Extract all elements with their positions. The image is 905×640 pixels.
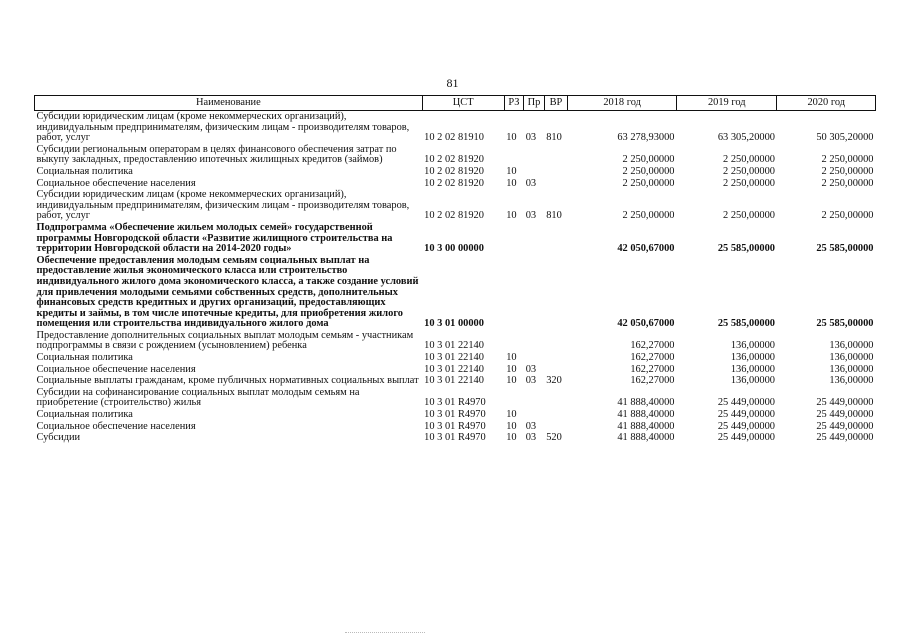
row-rz: 10 (506, 165, 517, 177)
table-row (35, 432, 876, 444)
footer-mark (345, 632, 425, 634)
row-value-2019: 25 585,00000 (717, 243, 775, 255)
row-value-2019: 136,00000 (730, 375, 775, 387)
row-code: 10 3 01 R4970 (424, 420, 486, 432)
row-vr (544, 421, 568, 433)
row-value-2018: 41 888,40000 (617, 432, 675, 444)
row-pr (524, 144, 545, 166)
row-value-2018: 162,27000 (630, 375, 675, 387)
row-value-2018: 42 050,67000 (617, 318, 675, 330)
row-rz: 10 (506, 132, 517, 144)
table-row (35, 222, 876, 255)
row-rz (504, 255, 523, 330)
row-value-2020: 136,00000 (829, 352, 874, 364)
row-name: Предоставление дополнительных социальных выплат молодым семьям - участникам подпрограммы в связи с рождением (усыновлением) ребенка (36, 329, 414, 352)
table-row (35, 409, 876, 421)
row-name: Социальное обеспечение населения (36, 363, 196, 375)
row-rz (504, 144, 523, 166)
row-value-2020: 50 305,20000 (816, 132, 874, 144)
row-value-2020: 2 250,00000 (821, 177, 874, 189)
table-row (35, 421, 876, 433)
row-rz: 10 (506, 420, 517, 432)
header-2018: 2018 год (568, 96, 677, 111)
header-pr: Пр (524, 96, 545, 111)
row-rz: 10 (506, 210, 517, 222)
row-vr: 810 (546, 132, 562, 144)
row-vr (544, 166, 568, 178)
row-value-2020: 136,00000 (829, 375, 874, 387)
table-row (35, 352, 876, 364)
row-name: Субсидии юридическим лицам (кроме некоммерческих организаций), индивидуальным предпринимателям, физическим лицам - производителям товаров, работ, услуг (36, 111, 410, 144)
row-code: 10 3 01 00000 (424, 318, 484, 330)
row-value-2020: 136,00000 (829, 340, 874, 352)
row-value-2019: 2 250,00000 (723, 165, 775, 177)
table-row (35, 166, 876, 178)
table-row (35, 387, 876, 409)
row-value-2019: 136,00000 (730, 363, 775, 375)
row-value-2020: 25 449,00000 (816, 397, 874, 409)
row-pr: 03 (525, 432, 537, 444)
row-vr: 520 (546, 432, 562, 444)
table-row (35, 189, 876, 222)
row-name: Социальная политика (36, 352, 133, 364)
row-rz: 10 (506, 409, 517, 421)
row-value-2018: 41 888,40000 (617, 409, 675, 421)
row-value-2018: 41 888,40000 (617, 420, 675, 432)
row-pr: 03 (525, 363, 537, 375)
row-pr (524, 409, 545, 421)
row-rz: 10 (506, 177, 517, 189)
row-code: 10 3 01 R4970 (424, 397, 486, 409)
row-vr (544, 178, 568, 190)
row-value-2019: 136,00000 (730, 352, 775, 364)
header-2020: 2020 год (777, 96, 876, 111)
header-vr: ВР (544, 96, 568, 111)
row-pr (524, 387, 545, 409)
row-pr: 03 (525, 210, 537, 222)
row-value-2019: 25 449,00000 (717, 397, 775, 409)
row-value-2018: 42 050,67000 (617, 243, 675, 255)
row-value-2019: 2 250,00000 (723, 154, 775, 166)
row-pr (524, 255, 545, 330)
row-code: 10 2 02 81920 (424, 154, 484, 166)
table-row (35, 330, 876, 352)
row-value-2020: 25 449,00000 (816, 432, 874, 444)
row-name: Социальная политика (36, 409, 133, 421)
row-value-2019: 2 250,00000 (723, 210, 775, 222)
row-name: Социальное обеспечение населения (36, 420, 196, 432)
row-code: 10 2 02 81910 (424, 132, 484, 144)
row-value-2020: 2 250,00000 (821, 154, 874, 166)
row-pr: 03 (525, 132, 537, 144)
row-vr: 320 (546, 375, 562, 387)
row-value-2020: 25 585,00000 (816, 243, 874, 255)
row-rz: 10 (506, 363, 517, 375)
table-body (35, 111, 876, 444)
row-name: Социальные выплаты гражданам, кроме публичных нормативных социальных выплат (36, 375, 419, 387)
row-value-2020: 25 449,00000 (816, 409, 874, 421)
row-name: Социальное обеспечение населения (36, 177, 196, 189)
row-value-2018: 2 250,00000 (622, 210, 675, 222)
row-value-2019: 25 585,00000 (717, 318, 775, 330)
row-value-2019: 63 305,20000 (717, 132, 775, 144)
row-code: 10 3 01 R4970 (424, 432, 486, 444)
row-rz (504, 222, 523, 255)
table-row (35, 255, 876, 330)
row-value-2019: 25 449,00000 (717, 432, 775, 444)
row-value-2018: 63 278,93000 (617, 132, 675, 144)
row-name: Субсидии (36, 432, 81, 444)
row-value-2018: 41 888,40000 (617, 397, 675, 409)
row-value-2019: 136,00000 (730, 340, 775, 352)
row-code: 10 3 01 R4970 (424, 409, 486, 421)
row-vr: 810 (546, 210, 562, 222)
budget-table (34, 95, 876, 444)
row-code: 10 3 01 22140 (424, 363, 484, 375)
row-value-2020: 25 449,00000 (816, 420, 874, 432)
row-pr: 03 (525, 177, 537, 189)
row-name: Обеспечение предоставления молодым семьям социальных выплат на предоставление жилья экономического класса или строительство индивидуального жилого дома экономического класса, а также создание условий для привлечения молодыми семьями собственных средств, дополнительных финансовых средств кредитных и других организаций, предоставляющих кредиты и займы, в том числе ипотечные кредиты, для приобретения жилого помещения или строительства индивидуального жилого дома (36, 254, 419, 330)
header-name: Наименование (35, 96, 423, 111)
table-row (35, 364, 876, 376)
row-value-2020: 2 250,00000 (821, 165, 874, 177)
row-rz: 10 (506, 432, 517, 444)
row-vr (544, 144, 568, 166)
table-header-row (35, 96, 876, 111)
table-row (35, 111, 876, 144)
row-value-2018: 162,27000 (630, 340, 675, 352)
row-value-2018: 162,27000 (630, 352, 675, 364)
row-vr (544, 387, 568, 409)
row-pr (524, 352, 545, 364)
row-rz (504, 387, 523, 409)
row-rz: 10 (506, 375, 517, 387)
table-row (35, 178, 876, 190)
header-2019: 2019 год (676, 96, 777, 111)
row-value-2019: 25 449,00000 (717, 409, 775, 421)
row-vr (544, 330, 568, 352)
header-rz: РЗ (504, 96, 523, 111)
row-value-2019: 2 250,00000 (723, 177, 775, 189)
row-value-2018: 2 250,00000 (622, 165, 675, 177)
row-vr (544, 364, 568, 376)
row-value-2020: 136,00000 (829, 363, 874, 375)
row-name: Субсидии юридическим лицам (кроме некоммерческих организаций), индивидуальным предпринимателям, физическим лицам - производителям товаров, работ, услуг (36, 189, 410, 222)
table-row (35, 144, 876, 166)
page-number: 81 (446, 76, 459, 90)
row-value-2019: 25 449,00000 (717, 420, 775, 432)
header-code: ЦСТ (422, 96, 504, 111)
row-code: 10 3 01 22140 (424, 375, 484, 387)
row-rz (504, 330, 523, 352)
row-pr (524, 166, 545, 178)
row-name: Подпрограмма «Обеспечение жильем молодых семей» государственной программы Новгородской области «Развитие жилищного строительства на территории Новгородской области на 2014-2020 годы» (36, 221, 393, 255)
row-code: 10 2 02 81920 (424, 165, 484, 177)
row-vr (544, 409, 568, 421)
row-pr: 03 (525, 375, 537, 387)
row-name: Субсидии на софинансирование социальных выплат молодым семьям на приобретение (строительство) жилья (36, 386, 360, 409)
row-code: 10 3 01 22140 (424, 340, 484, 352)
row-value-2020: 25 585,00000 (816, 318, 874, 330)
row-vr (544, 222, 568, 255)
row-value-2018: 162,27000 (630, 363, 675, 375)
table-row (35, 375, 876, 387)
row-rz: 10 (506, 352, 517, 364)
row-vr (544, 352, 568, 364)
row-vr (544, 255, 568, 330)
row-code: 10 3 00 00000 (424, 243, 484, 255)
row-code: 10 3 01 22140 (424, 352, 484, 364)
row-pr: 03 (525, 420, 537, 432)
row-value-2018: 2 250,00000 (622, 177, 675, 189)
row-code: 10 2 02 81920 (424, 210, 484, 222)
row-pr (524, 330, 545, 352)
row-name: Субсидии региональным операторам в целях финансового обеспечения затрат по выкупу закладных, предоставлению ипотечных жилищных кредитов (займов) (36, 143, 397, 166)
row-code: 10 2 02 81920 (424, 177, 484, 189)
row-pr (524, 222, 545, 255)
row-name: Социальная политика (36, 165, 133, 177)
row-value-2018: 2 250,00000 (622, 154, 675, 166)
row-value-2020: 2 250,00000 (821, 210, 874, 222)
